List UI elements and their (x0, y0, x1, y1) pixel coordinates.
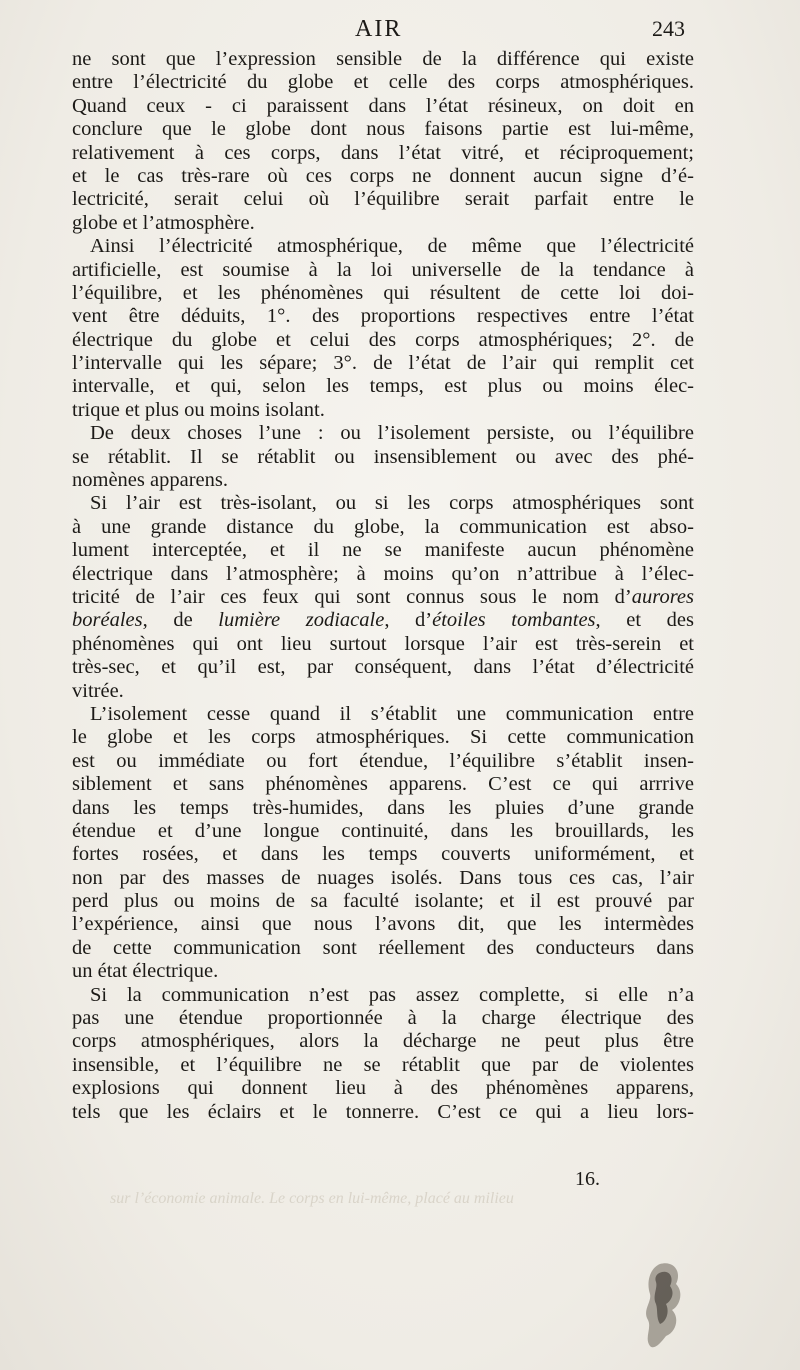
text-line: conclure que le globe dont nous faisons partie est lui-même, (72, 118, 694, 141)
text-line: et le cas très-rare où ces corps ne donnent aucun signe d’é- (72, 164, 694, 187)
text-line: se rétablit. Il se rétablit ou insensiblement ou avec des phé- (72, 445, 694, 468)
text-line: l’expérience, ainsi que nous l’avons dit, que les intermèdes (72, 913, 694, 936)
text-line: non par des masses de nuages isolés. Dans tous ces cas, l’air (72, 866, 694, 889)
text-line: étendue et d’une longue continuité, dans les brouillards, les (72, 819, 694, 842)
italic-text: lumière zodiacale (218, 609, 385, 632)
text-line: vent être déduits, 1°. des proportions respectives entre l’état (72, 305, 694, 328)
text-line: siblement et sans phénomènes apparens. C’est ce qui arrrive (72, 773, 694, 796)
page-header (0, 16, 800, 46)
signature-mark: 16. (575, 1168, 600, 1190)
text-run: tricité de l’air ces feux qui sont connus sous le nom d’ (72, 585, 632, 608)
text-line: intervalle, et qui, selon les temps, est plus ou moins élec- (72, 375, 694, 398)
text-line: l’intervalle qui les sépare; 3°. de l’état de l’air qui remplit cet (72, 352, 694, 375)
text-line: nomènes apparens. (72, 469, 228, 492)
bleed-through-text: sur l’économie animale. Le corps en lui-même, placé au milieu (110, 1190, 514, 1207)
text-line: corps atmosphériques, alors la décharge ne peut plus être (72, 1030, 694, 1053)
text-line: entre l’électricité du globe et celle des corps atmosphériques. (72, 71, 694, 94)
italic-text: boréales (72, 609, 143, 632)
text-line: Quand ceux - ci paraissent dans l’état résineux, on doit en (72, 94, 694, 117)
page-number: 243 (652, 16, 685, 41)
text-line (72, 609, 694, 632)
text-line: phénomènes qui ont lieu surtout lorsque l’air est très-serein et (72, 632, 694, 655)
text-line: un état électrique. (72, 960, 219, 983)
text-line: relativement à ces corps, dans l’état vitré, et réciproquement; (72, 141, 694, 164)
text-line: lectricité, serait celui où l’équilibre serait parfait entre le (72, 188, 694, 211)
text-line: insensible, et l’équilibre ne se rétablit que par de violentes (72, 1053, 694, 1076)
text-line: De deux choses l’une : ou l’isolement persiste, ou l’équilibre (90, 422, 694, 445)
text-line: le globe et les corps atmosphériques. Si cette communication (72, 726, 694, 749)
text-line: Ainsi l’électricité atmosphérique, de même que l’électricité (90, 235, 694, 258)
italic-text: étoiles tombantes (432, 609, 596, 632)
italic-text: aurores (631, 585, 694, 608)
text-line: électrique du globe et celui des corps atmosphériques; 2°. de (72, 328, 694, 351)
text-run: , d’ (384, 609, 433, 632)
text-line: électrique dans l’atmosphère; à moins qu’on n’attribue à l’élec- (72, 562, 694, 585)
text-line: fortes rosées, et dans les temps couverts uniformément, et (72, 843, 694, 866)
text-line: très-sec, et qu’il est, par conséquent, dans l’état d’électricité (72, 656, 694, 679)
text-line: explosions qui donnent lieu à des phénomènes apparens, (72, 1077, 694, 1100)
running-head: AIR (355, 16, 403, 42)
text-line: vitrée. (72, 679, 124, 702)
text-line: de cette communication sont réellement des conducteurs dans (72, 936, 694, 959)
text-line: perd plus ou moins de sa faculté isolante; et il est prouvé par (72, 890, 694, 913)
text-line: Si la communication n’est pas assez complette, si elle n’a (90, 983, 694, 1006)
body-text (72, 48, 694, 1124)
text-line: artificielle, est soumise à la loi universelle de la tendance à (72, 258, 694, 281)
text-line: pas une étendue proportionnée à la charge électrique des (72, 1007, 694, 1030)
text-line: ne sont que l’expression sensible de la différence qui existe (72, 48, 694, 70)
ink-stain (640, 1258, 688, 1354)
text-line: à une grande distance du globe, la communication est abso- (72, 515, 694, 538)
text-line: l’équilibre, et les phénomènes qui résultent de cette loi doi- (72, 281, 694, 304)
text-line: L’isolement cesse quand il s’établit une communication entre (90, 702, 694, 725)
text-run: , et des (595, 609, 694, 632)
text-line (72, 586, 694, 609)
text-run: , de (142, 609, 219, 632)
text-line: Si l’air est très-isolant, ou si les corps atmosphériques sont (90, 492, 694, 515)
text-line: est ou immédiate ou fort étendue, l’équilibre s’établit insen- (72, 749, 694, 772)
text-line: tels que les éclairs et le tonnerre. C’est ce qui a lieu lors- (72, 1100, 694, 1123)
text-line: globe et l’atmosphère. (72, 211, 255, 234)
text-line: dans les temps très-humides, dans les pluies d’une grande (72, 796, 694, 819)
text-line: lument interceptée, et il ne se manifeste aucun phénomène (72, 539, 694, 562)
text-line: trique et plus ou moins isolant. (72, 398, 325, 421)
